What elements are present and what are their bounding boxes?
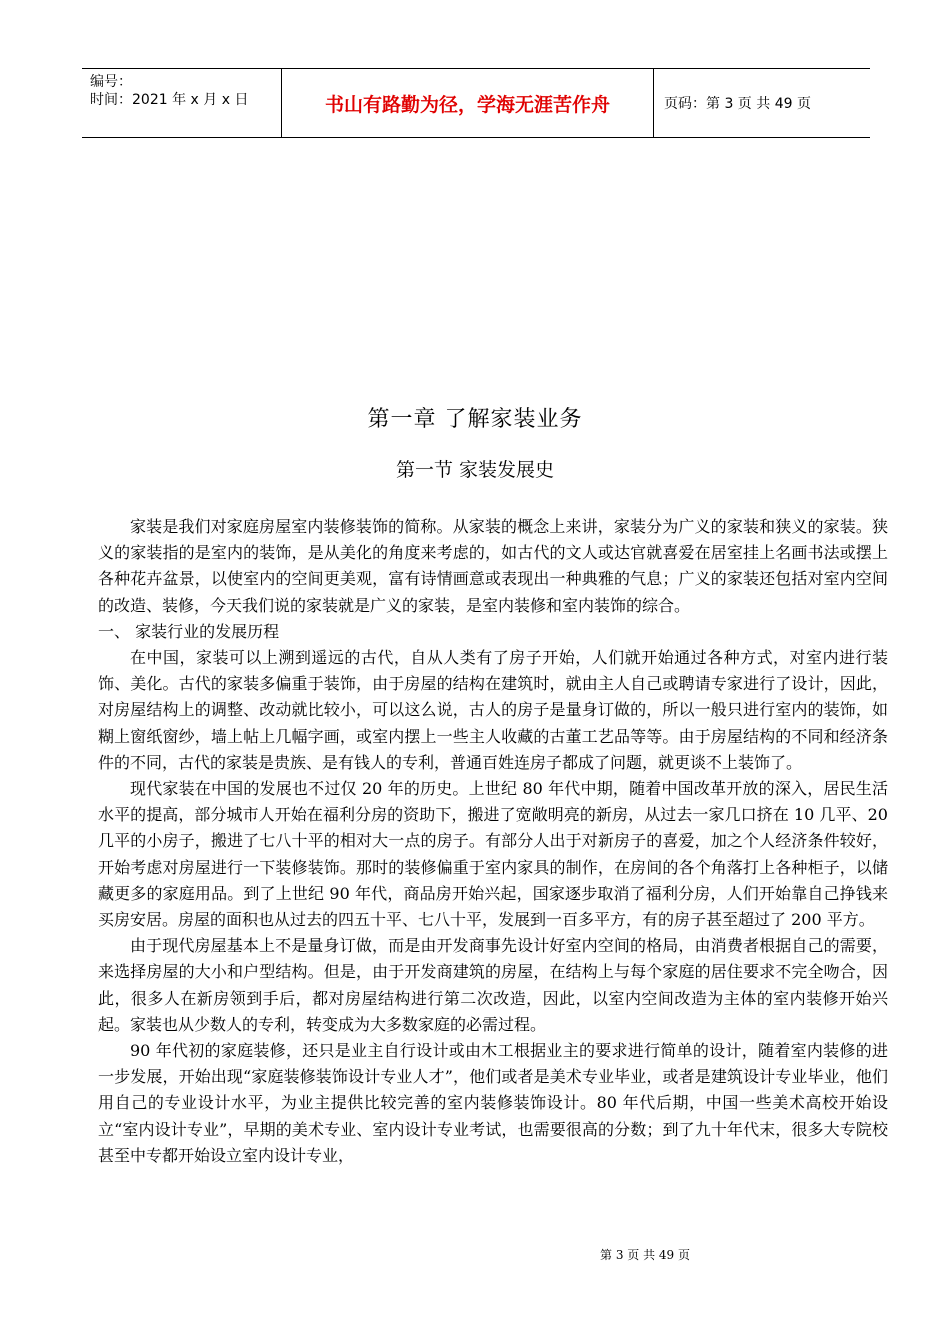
page-footer: 第 3 页 共 49 页 — [600, 1248, 690, 1262]
document-header — [82, 68, 870, 138]
header-page-info: 页码：第 3 页 共 49 页 — [664, 96, 811, 112]
chapter-title: 第一章 了解家装业务 — [367, 407, 583, 432]
paragraph: 90 年代初的家庭装修，还只是业主自行设计或由木工根据业主的要求进行简单的设计，随着室内装修的进一步发展，开始出现“家庭装修装饰设计专业人才”，他们或者是美术专业毕业，或者是建筑设计专业毕业，他们用自己的专业设计水平，为业主提供比较完善的室内装修装饰设计。80 年代后期，中国一些美术高校开始设立“室内设计专业”，早期的美术专业、室内设计专业考试，也需要很高的分数；到了九十年代末，很多大专院校甚至中专都开始设立室内设计专业， — [98, 1041, 888, 1165]
paragraph: 在中国，家装可以上溯到遥远的古代，自从人类有了房子开始，人们就开始通过各种方式，对室内进行装饰、美化。古代的家装多偏重于装饰，由于房屋的结构在建筑时，就由主人自己或聘请专家进行了设计，因此，对房屋结构上的调整、改动就比较小，可以这么说，古人的房子是量身订做的，所以一般只进行室内的装饰，如糊上窗纸窗纱，墙上帖上几幅字画，或室内摆上一些主人收藏的古董工艺品等等。由于房屋结构的不同和经济条件的不同，古代的家装是贵族、是有钱人的专利，普通百姓连房子都成了问题，就更谈不上装饰了。 — [98, 648, 888, 772]
paragraph: 现代家装在中国的发展也不过仅 20 年的历史。上世纪 80 年代中期，随着中国改革开放的深入，居民生活水平的提高，部分城市人开始在福利分房的资助下，搬进了宽敞明亮的新房，从过去一家几口挤在 10 几平、20 几平的小房子，搬进了七八十平的相对大一点的房子。有部分人出于对新房子的喜爱，加之个人经济条件较好，开始考虑对房屋进行一下装修装饰。那时的装修偏重于室内家具的制作，在房间的各个角落打上各种柜子，以储藏更多的家庭用品。到了上世纪 90 年代，商品房开始兴起，国家逐步取消了福利分房，人们开始靠自己挣钱来买房安居。房屋的面积也从过去的四五十平、七八十平，发展到一百多平方，有的房子甚至超过了 200 平方。 — [98, 779, 888, 930]
document-number-label: 编号： — [90, 74, 132, 90]
section-title: 第一节 家装发展史 — [395, 459, 555, 481]
header-meta — [82, 69, 282, 137]
paragraph: 家装是我们对家庭房屋室内装修装饰的简称。从家装的概念上来讲，家装分为广义的家装和狭义的家装。狭义的家装指的是室内的装饰，是从美化的角度来考虑的，如古代的文人或达官就喜爱在居室挂上名画书法或摆上各种花卉盆景，以使室内的空间更美观，富有诗情画意或表现出一种典雅的气息；广义的家装还包括对室内空间的改造、装修，今天我们说的家装就是广义的家装，是室内装修和室内装饰的综合。 — [98, 517, 888, 615]
subheading: 一、 家装行业的发展历程 — [98, 621, 280, 641]
document-time-label: 时间：2021 年 x 月 x 日 — [90, 92, 249, 108]
document-body — [98, 514, 888, 1169]
header-motto: 书山有路勤为径，学海无涯苦作舟 — [282, 69, 654, 137]
paragraph: 由于现代房屋基本上不是量身订做，而是由开发商事先设计好室内空间的格局，由消费者根据自己的需要，来选择房屋的大小和户型结构。但是，由于开发商建筑的房屋，在结构上与每个家庭的居住要求不完全吻合，因此，很多人在新房领到手后，都对房屋结构进行第二次改造，因此，以室内空间改造为主体的室内装修开始兴起。家装也从少数人的专利，转变成为大多数家庭的必需过程。 — [98, 936, 888, 1034]
